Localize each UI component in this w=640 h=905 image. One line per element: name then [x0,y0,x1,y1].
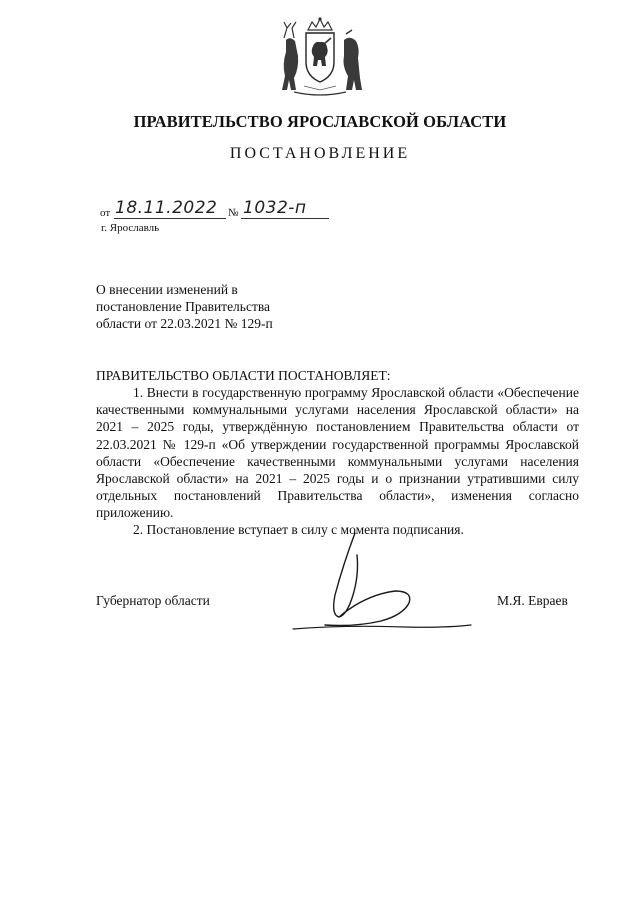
city: г. Ярославль [101,222,160,234]
coat-of-arms-icon [274,16,366,98]
document-type: ПОСТАНОВЛЕНИЕ [229,145,411,162]
handwritten-number: 1032-п [243,198,307,218]
subject-block [96,281,273,332]
number-label: № [228,207,239,219]
registration-line [100,198,340,224]
signatory-name: М.Я. Евраев [497,593,568,608]
government-title: ПРАВИТЕЛЬСТВО ЯРОСЛАВСКОЙ ОБЛАСТИ [133,112,507,131]
subject-line: области от 22.03.2021 № 129-п [96,316,273,331]
paragraph-1: 1. Внести в государственную программу Ярославской области «Обеспечение качественными коммунальными услугами населения Ярославской области» на 2021 – 2025 годы, утверждённую постановлением Правительства области от 22.03.2021 № 129-п «Об утверждении государственной программы Ярославской области «Обеспечение качественными коммунальными услугами населения Ярославской области» на 2021 – 2025 годы и о признании утратившими силу отдельных постановлений Правительства области», изменения согласно приложению. [96,385,579,521]
handwritten-signature [285,525,475,635]
subject-line: О внесении изменений в [96,282,238,297]
number-underline [241,218,329,219]
signatory-role: Губернатор области [96,593,210,608]
handwritten-date: 18.11.2022 [115,198,218,218]
decree-heading: ПРАВИТЕЛЬСТВО ОБЛАСТИ ПОСТАНОВЛЯЕТ: [96,368,391,383]
subject-line: постановление Правительства [96,299,271,314]
paragraph-2: 2. Постановление вступает в силу с момента подписания. [133,522,464,537]
date-underline [114,218,226,219]
date-from-label: от [100,207,111,219]
